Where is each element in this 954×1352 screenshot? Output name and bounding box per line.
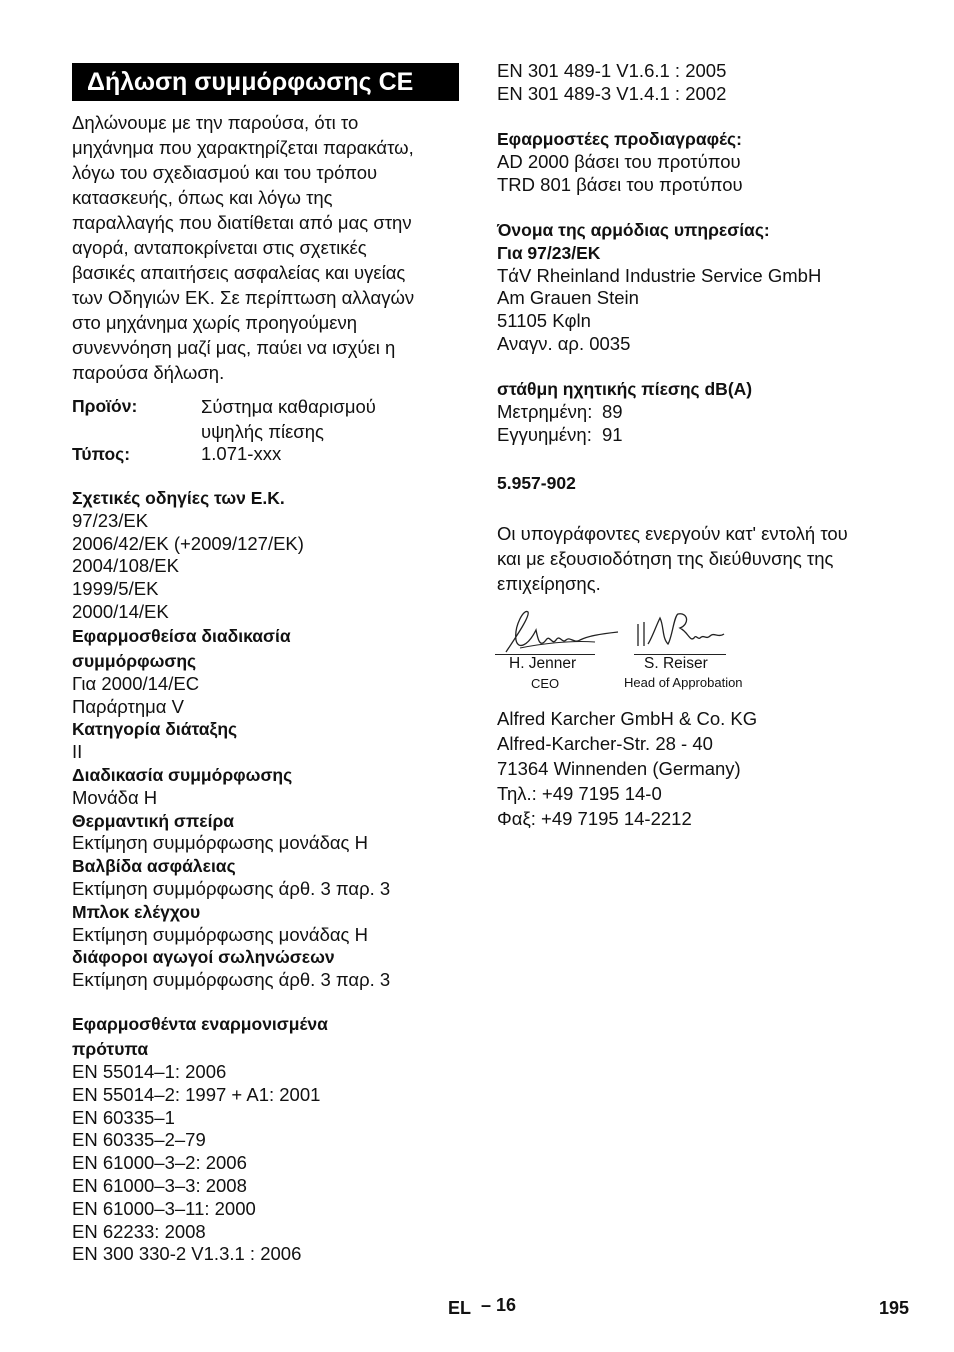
company-address bbox=[497, 706, 897, 831]
section-heading: Θερμαντική σπείρα bbox=[72, 810, 235, 831]
left-column-body bbox=[72, 487, 462, 992]
section-value: Εκτίμηση συμμόρφωσης μονάδας H bbox=[72, 832, 368, 854]
signatory-line: επιχείρησης. bbox=[497, 573, 601, 594]
intro-line: των Οδηγιών ΕΚ. Σε περίπτωση αλλαγών bbox=[72, 287, 415, 308]
specifications-block bbox=[497, 128, 897, 196]
notified-body-line: Am Grauen Stein bbox=[497, 287, 639, 309]
product-value-line: υψηλής πίεσης bbox=[201, 421, 324, 442]
standard-item: EN 62233: 2008 bbox=[72, 1220, 206, 1242]
standard-item: EN 60335–2–79 bbox=[72, 1129, 206, 1151]
conformity-procedure-heading: Εφαρμοσθείσα διαδικασία bbox=[72, 625, 291, 646]
company-line: Φαξ: +49 7195 14-2212 bbox=[497, 808, 692, 829]
standard-item: EN 55014–2: 1997 + A1: 2001 bbox=[72, 1083, 321, 1105]
doc-number: 5.957-902 bbox=[497, 473, 576, 493]
section-value: II bbox=[72, 741, 83, 763]
notified-body-heading: Όνομα της αρμόδιας υπηρεσίας: bbox=[497, 220, 770, 240]
intro-line: συνεννόηση μαζί μας, παύει να ισχύει η bbox=[72, 337, 396, 358]
section-value: Εκτίμηση συμμόρφωσης μονάδας H bbox=[72, 923, 368, 945]
company-line: 71364 Winnenden (Germany) bbox=[497, 758, 741, 779]
notified-body-subheading: Για 97/23/EK bbox=[497, 242, 601, 263]
signer-role: CEO bbox=[531, 676, 560, 691]
directives-heading: Σχετικές οδηγίες των Ε.Κ. bbox=[72, 488, 285, 508]
sound-guaranteed-row bbox=[497, 424, 897, 447]
section-heading: διάφοροι αγωγοί σωληνώσεων bbox=[72, 947, 335, 968]
sound-guaranteed-label: Εγγυημένη: bbox=[497, 423, 592, 445]
signatory-line: Οι υπογράφοντες ενεργούν κατ' εντολή του bbox=[497, 523, 848, 544]
standard-item: EN 61000–3–11: 2000 bbox=[72, 1197, 256, 1219]
company-line: Τηλ.: +49 7195 14-0 bbox=[497, 783, 662, 804]
intro-line: παρούσα δήλωση. bbox=[72, 362, 225, 383]
intro-line: μηχάνημα που χαρακτηρίζεται παρακάτω, bbox=[72, 137, 414, 158]
standard-item: EN 300 330-2 V1.3.1 : 2006 bbox=[72, 1243, 302, 1265]
company-line: Alfred Karcher GmbH & Co. KG bbox=[497, 708, 758, 729]
sound-block bbox=[497, 378, 897, 446]
signatory-text bbox=[497, 521, 897, 596]
footer-page-number: 195 bbox=[879, 1298, 910, 1318]
intro-paragraph bbox=[72, 110, 464, 385]
intro-line: βασικές απαιτήσεις ασφαλείας και υγείας bbox=[72, 262, 406, 283]
intro-line: Δηλώνουμε με την παρούσα, ότι το bbox=[72, 112, 359, 133]
company-line: Alfred-Karcher-Str. 28 - 40 bbox=[497, 733, 713, 754]
sound-guaranteed-value: 91 bbox=[602, 423, 623, 445]
specification-item: AD 2000 βάσει του προτύπου bbox=[497, 150, 741, 172]
notified-body-block bbox=[497, 219, 917, 356]
type-label: Τύπος: bbox=[72, 444, 131, 464]
standard-item: EN 60335–1 bbox=[72, 1106, 175, 1128]
product-label: Προϊόν: bbox=[72, 396, 138, 416]
conformity-procedure-item: Για 2000/14/EC bbox=[72, 672, 200, 694]
sound-measured-value: 89 bbox=[602, 400, 623, 422]
signature-reiser bbox=[630, 608, 730, 658]
notified-body-line: TάV Rheinland Industrie Service GmbH bbox=[497, 264, 822, 286]
directive-item: 2000/14/EK bbox=[72, 600, 169, 622]
section-value: Μονάδα H bbox=[72, 786, 158, 808]
directive-item: 2006/42/EK (+2009/127/EK) bbox=[72, 532, 304, 554]
notified-body-line: 51105 Kφln bbox=[497, 310, 591, 332]
footer-language: EL bbox=[448, 1298, 472, 1318]
directive-item: 2004/108/EK bbox=[72, 555, 179, 577]
standards-block bbox=[72, 1012, 462, 1266]
specification-item: TRD 801 βάσει του προτύπου bbox=[497, 173, 743, 195]
standards-heading: πρότυπα bbox=[72, 1039, 149, 1059]
standards-continued bbox=[497, 60, 897, 106]
section-heading: Μπλοκ ελέγχου bbox=[72, 901, 201, 922]
standard-item: EN 301 489-1 V1.6.1 : 2005 bbox=[497, 60, 727, 81]
section-value: Εκτίμηση συμμόρφωσης άρθ. 3 παρ. 3 bbox=[72, 969, 391, 991]
intro-line: στο μηχάνημα χωρίς προηγούμενη bbox=[72, 312, 358, 333]
product-value-line: Σύστημα καθαρισμού bbox=[201, 396, 376, 417]
section-value: Εκτίμηση συμμόρφωσης άρθ. 3 παρ. 3 bbox=[72, 877, 391, 899]
specifications-heading: Εφαρμοστέες προδιαγραφές: bbox=[497, 129, 742, 149]
section-heading: Διαδικασία συμμόρφωσης bbox=[72, 764, 293, 785]
footer-local-page: – 16 bbox=[481, 1295, 517, 1315]
intro-line: αγορά, ανταποκρίνεται στις σχετικές bbox=[72, 237, 367, 258]
type-value: 1.071-xxx bbox=[201, 443, 282, 464]
standard-item: EN 301 489-3 V1.4.1 : 2002 bbox=[497, 82, 727, 104]
directive-item: 1999/5/EK bbox=[72, 578, 159, 600]
standard-item: EN 55014–1: 2006 bbox=[72, 1061, 227, 1082]
intro-line: παραλλαγής που διατίθεται από μας στην bbox=[72, 212, 412, 233]
notified-body-line: Αναγν. αρ. 0035 bbox=[497, 332, 631, 354]
sound-measured-label: Μετρημένη: bbox=[497, 400, 593, 422]
conformity-procedure-heading: συμμόρφωσης bbox=[72, 650, 197, 671]
section-heading: Κατηγορία διάταξης bbox=[72, 719, 238, 740]
signer-role: Head of Approbation bbox=[624, 675, 743, 690]
sound-measured-row bbox=[497, 401, 897, 424]
standard-item: EN 61000–3–2: 2006 bbox=[72, 1152, 247, 1174]
signer-name: S. Reiser bbox=[644, 655, 708, 672]
conformity-procedure-item: Παράρτημα V bbox=[72, 695, 184, 717]
signer-name: H. Jenner bbox=[509, 655, 577, 672]
intro-line: κατασκευής, όπως και λόγω της bbox=[72, 187, 333, 208]
standard-item: EN 61000–3–3: 2008 bbox=[72, 1174, 247, 1196]
standards-heading: Εφαρμοσθέντα εναρμονισμένα bbox=[72, 1014, 328, 1034]
directive-item: 97/23/EK bbox=[72, 509, 149, 531]
page-title: Δήλωση συμμόρφωσης CE bbox=[72, 63, 459, 101]
sound-heading: στάθμη ηχητικής πίεσης dB(A) bbox=[497, 379, 753, 399]
signatory-line: και με εξουσιοδότηση της διεύθυνσης της bbox=[497, 548, 834, 569]
intro-line: λόγω του σχεδιασμού και του τρόπου bbox=[72, 162, 378, 183]
section-heading: Βαλβίδα ασφάλειας bbox=[72, 856, 236, 877]
